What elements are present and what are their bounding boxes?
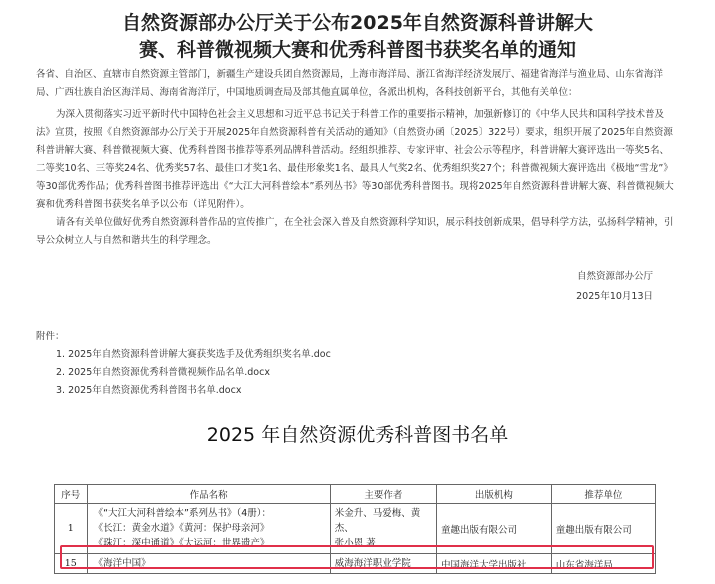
table-header-row bbox=[55, 485, 656, 504]
work-line: 《长江：黄金水道》《黄河：保护母亲河》 bbox=[93, 523, 270, 534]
attachment-item bbox=[56, 346, 331, 364]
row-publisher: 中国海洋大学出版社 bbox=[437, 554, 552, 574]
attachment-item bbox=[56, 382, 331, 400]
table-row bbox=[55, 554, 656, 574]
author-line: 米金升、马爱梅、黄杰、 bbox=[334, 508, 421, 534]
row-author bbox=[330, 554, 436, 574]
header-publisher: 出版机构 bbox=[437, 485, 552, 504]
row-recommender: 山东省海洋局 bbox=[551, 554, 655, 574]
attachment-item bbox=[56, 364, 331, 382]
row-publisher: 童趣出版有限公司 bbox=[437, 504, 552, 554]
header-author: 主要作者 bbox=[330, 485, 436, 504]
row-work bbox=[87, 504, 330, 554]
notice-title-line-2: 赛、科普微视频大赛和优秀科普图书获奖名单的通知 bbox=[138, 39, 576, 61]
author-line: 威海海洋职业学院 bbox=[334, 558, 411, 569]
attachment-link-3[interactable]: 3. 2025年自然资源优秀科普图书名单.docx bbox=[56, 385, 242, 396]
work-line: 《“大江大河科普绘本”系列丛书》（4册）： bbox=[93, 508, 272, 519]
work-line: 《珠江：深中通道》《大运河：世界遗产》 bbox=[93, 538, 270, 549]
work-line: 《海洋中国》 bbox=[93, 558, 151, 569]
row-work bbox=[87, 554, 330, 574]
signer: 自然资源部办公厅 bbox=[576, 271, 653, 282]
row-index: 15 bbox=[55, 554, 88, 574]
attachments-list bbox=[56, 346, 331, 400]
notice-title-line-1: 自然资源部办公厅关于公布2025年自然资源科普讲解大 bbox=[122, 12, 593, 34]
notice-title bbox=[40, 10, 675, 64]
header-index: 序号 bbox=[55, 485, 88, 504]
row-author bbox=[330, 504, 436, 554]
header-recommender: 推荐单位 bbox=[551, 485, 655, 504]
table-row bbox=[55, 504, 656, 554]
book-list-table bbox=[54, 484, 656, 574]
author-line: 张小恩 著 bbox=[334, 538, 376, 549]
header-work: 作品名称 bbox=[87, 485, 330, 504]
attachments-label: 附件： bbox=[36, 331, 65, 342]
attachment-link-2[interactable]: 2. 2025年自然资源优秀科普微视频作品名单.docx bbox=[56, 367, 270, 378]
row-index: 1 bbox=[55, 504, 88, 554]
book-list-title: 2025 年自然资源优秀科普图书名单 bbox=[206, 424, 509, 446]
addressee-paragraph: 各省、自治区、直辖市自然资源主管部门，新疆生产建设兵团自然资源局，上海市海洋局、浙江省海洋经济发展厅、福建省海洋与渔业局、山东省海洋局、广西壮族自治区海洋局、海南省海洋厅，中国地质调查局及部其他直属单位，各派出机构，各科技创新平台，其他有关单位： bbox=[36, 69, 664, 98]
call-paragraph: 请各有关单位做好优秀自然资源科普作品的宣传推广，在全社会深入普及自然资源科学知识，展示科技创新成果，倡导科学方法，弘扬科学精神，引导公众树立人与自然和谐共生的科学理念。 bbox=[36, 217, 674, 246]
attachment-link-1[interactable]: 1. 2025年自然资源科普讲解大赛获奖选手及优秀组织奖名单.doc bbox=[56, 349, 331, 360]
main-paragraph: 为深入贯彻落实习近平新时代中国特色社会主义思想和习近平总书记关于科普工作的重要指示精神，加强新修订的《中华人民共和国科学技术普及法》宣贯，按照《自然资源部办公厅关于开展2025年自然资源科普有关活动的通知》（自然资办函〔2025〕322号）要求，组织开展了2025年自然资源科普讲解大赛、科普微视频大赛、优秀科普图书推荐等系列品牌科普活动。经组织推荐、专家评审、社会公示等程序，科普讲解大赛评选出一等奖5名、二等奖10名、三等奖24名、优秀奖57名、最佳口才奖1名、最佳形象奖1名、最具人气奖2名、优秀组织奖27个；科普微视频大赛评选出《极地“雪龙”》等30部优秀作品；优秀科普图书推荐评选出《“大江大河科普绘本”系列丛书》等30部优秀科普图书。现将2025年自然资源科普讲解大赛、科普微视频大赛和优秀科普图书获奖名单予以公布（详见附件）。 bbox=[36, 109, 674, 210]
row-recommender: 童趣出版有限公司 bbox=[551, 504, 655, 554]
notice-date: 2025年10月13日 bbox=[576, 291, 653, 302]
